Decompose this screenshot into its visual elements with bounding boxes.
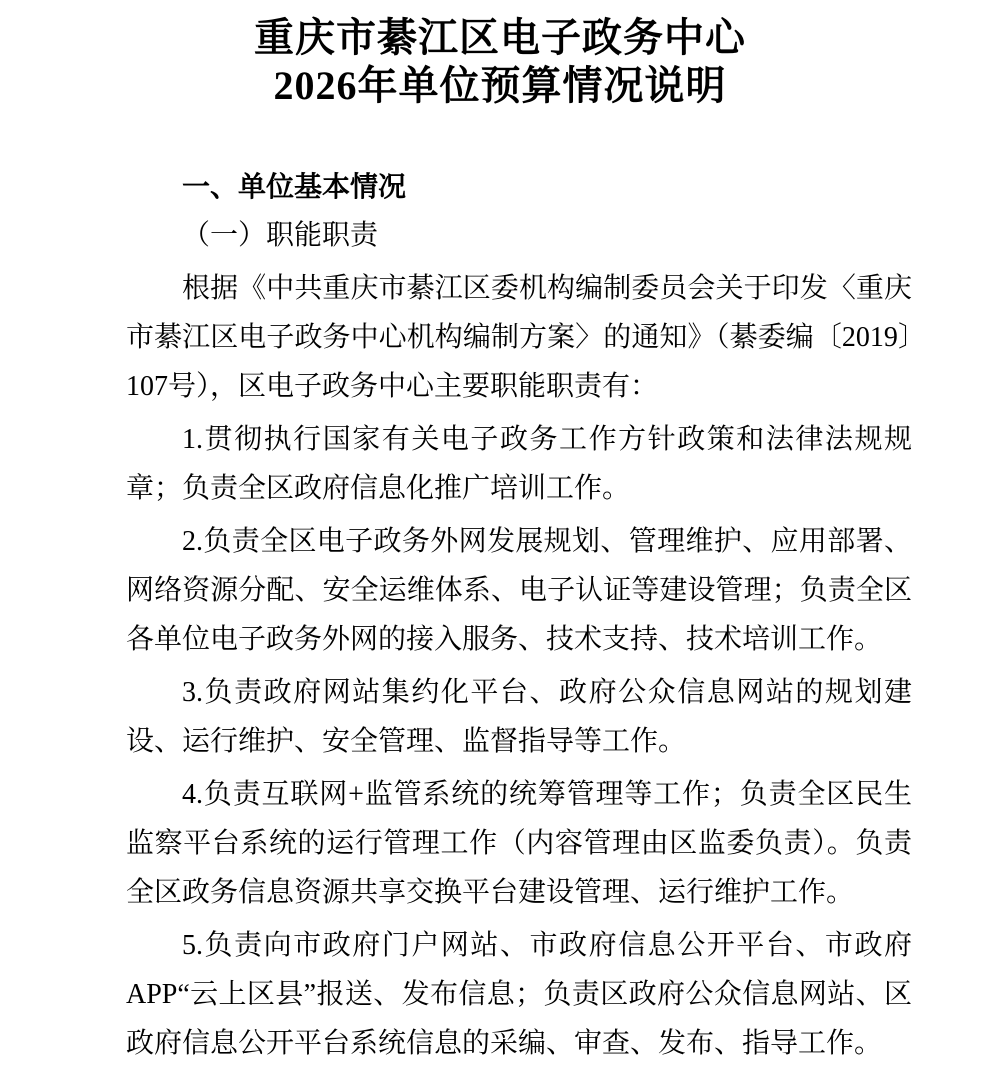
- document-title-line-1: 重庆市綦江区电子政务中心: [254, 15, 746, 60]
- section-heading-basic-info: 一、单位基本情况: [182, 171, 407, 202]
- paragraph-duty-4: 4.负责互联网+监管系统的统筹管理等工作；负责全区民生监察平台系统的运行管理工作（内容管理由区监委负责）。负责全区政务信息资源共享交换平台建设管理、运行维护工作。: [126, 779, 912, 908]
- document-title: [0, 14, 1000, 110]
- paragraph-duty-2: 2.负责全区电子政务外网发展规划、管理维护、应用部署、网络资源分配、安全运维体系、电子认证等建设管理；负责全区各单位电子政务外网的接入服务、技术支持、技术培训工作。: [126, 526, 912, 655]
- document-title-line-2: 2026年单位预算情况说明: [273, 63, 727, 108]
- paragraph-intro-basis: 根据《中共重庆市綦江区委机构编制委员会关于印发〈重庆市綦江区电子政务中心机构编制方案〉的通知》（綦委编〔2019〕107号），区电子政务中心主要职能职责有：: [126, 273, 912, 402]
- paragraph-duty-1: 1.贯彻执行国家有关电子政务工作方针政策和法律法规规章；负责全区政府信息化推广培训工作。: [126, 424, 912, 504]
- paragraph-duty-3: 3.负责政府网站集约化平台、政府公众信息网站的规划建设、运行维护、安全管理、监督指导等工作。: [126, 677, 912, 757]
- paragraph-duty-5: 5.负责向市政府门户网站、市政府信息公开平台、市政府APP“云上区县”报送、发布信息；负责区政府公众信息网站、区政府信息公开平台系统信息的采编、审查、发布、指导工作。: [126, 930, 912, 1059]
- subsection-heading-duties: （一）职能职责: [182, 220, 379, 251]
